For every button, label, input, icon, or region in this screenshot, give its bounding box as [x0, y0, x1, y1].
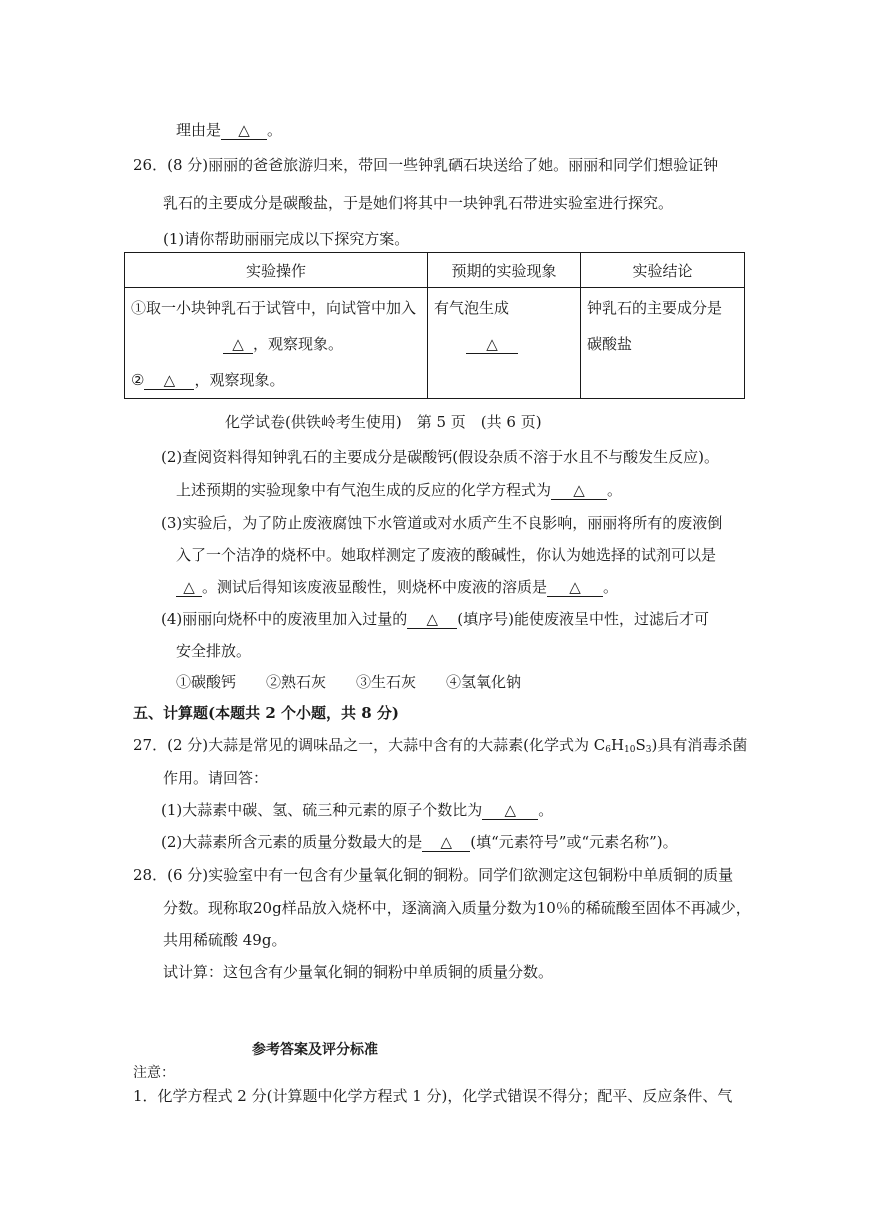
answer-blank: △ — [221, 121, 267, 140]
table-header: 实验结论 — [581, 253, 745, 288]
q28-line4: 试计算：这包含有少量氧化铜的铜粉中单质铜的质量分数。 — [163, 963, 554, 981]
table-cell-conclusion — [581, 288, 745, 399]
answer-blank: △ — [482, 801, 538, 820]
q26-sub4-suffix: (填序号)能使废液呈中性，过滤后才可 — [457, 610, 709, 628]
answer-blank: △ — [466, 335, 518, 354]
q27-sub1-prefix: (1)大蒜素中碳、氢、硫三种元素的原子个数比为 — [161, 801, 483, 819]
q26-sub4-line2: 安全排放。 — [176, 642, 252, 660]
answer-blank: △ — [223, 335, 253, 354]
q27-sub1-suffix: 。 — [538, 801, 554, 819]
answers-item1: 1．化学方程式 2 分(计算题中化学方程式 1 分)，化学式错误不得分；配平、反应条件、气 — [133, 1087, 733, 1105]
q26-options — [176, 672, 521, 692]
answer-blank: △ — [144, 371, 194, 390]
op-line2-suffix: ，观察现象。 — [253, 335, 344, 353]
concl-line1: 钟乳石的主要成分是 — [587, 299, 723, 317]
q28-line3: 共用稀硫酸 49g。 — [163, 931, 287, 949]
q26-sub3-line3 — [176, 577, 618, 597]
q26-sub3-line2: 入了一个洁净的烧杯中。她取样测定了废液的酸碱性，你认为她选择的试剂可以是 — [176, 546, 717, 564]
formula-element: S — [635, 736, 646, 754]
reason-line — [176, 120, 282, 140]
op-line1: ①取一小块钟乳石于试管中，向试管中加入 — [131, 299, 417, 317]
phen-line2 — [434, 326, 574, 362]
q26-sub3-line3-mid: 。测试后得知该废液显酸性，则烧杯中废液的溶质是 — [202, 578, 548, 596]
page-footer: 化学试卷(供铁岭考生使用) 第 5 页 (共 6 页) — [225, 413, 542, 431]
option-item: ③生石灰 — [356, 673, 417, 691]
q27-sub2-prefix: (2)大蒜素所含元素的质量分数最大的是 — [161, 833, 423, 851]
op-line2 — [131, 326, 421, 362]
reason-suffix: 。 — [267, 121, 283, 139]
q26-sub4-prefix: (4)丽丽向烧杯中的废液里加入过量的 — [161, 610, 408, 628]
q26-sub3-line1: (3)实验后，为了防止废液腐蚀下水管道或对水质产生不良影响，丽丽将所有的废液倒 — [161, 514, 723, 532]
q27-sub2 — [161, 832, 678, 852]
formula-subscript: 10 — [624, 745, 636, 755]
answers-note: 注意： — [133, 1065, 175, 1081]
answer-blank: △ — [407, 610, 457, 629]
q27-line1-prefix: 27．(2 分)大蒜是常见的调味品之一，大蒜中含有的大蒜素(化学式为 C — [133, 736, 606, 754]
q26-sub3-suffix: 。 — [603, 578, 619, 596]
section-title: 五、计算题(本题共 2 个小题，共 8 分) — [133, 704, 399, 722]
q26-sub1: (1)请你帮助丽丽完成以下探究方案。 — [163, 230, 410, 248]
option-item: ②熟石灰 — [266, 673, 327, 691]
q26-stem-line1: 26．(8 分)丽丽的爸爸旅游归来，带回一些钟乳硒石块送给了她。丽丽和同学们想验证钟 — [133, 156, 719, 174]
table-cell-operation — [125, 288, 428, 399]
answer-blank: △ — [547, 578, 603, 597]
q26-sub2-line2 — [176, 480, 622, 500]
answers-title: 参考答案及评分标准 — [252, 1042, 378, 1058]
table-header: 预期的实验现象 — [428, 253, 581, 288]
answer-blank: △ — [422, 833, 470, 852]
formula-element: H — [610, 736, 625, 754]
concl-line2: 碳酸盐 — [587, 335, 633, 353]
answer-blank: △ — [176, 578, 202, 597]
table-cell-phenomenon — [428, 288, 581, 399]
op-line3-prefix: ② — [131, 371, 145, 389]
q26-stem-line2: 乳石的主要成分是碳酸盐，于是她们将其中一块钟乳石带进实验室进行探究。 — [163, 194, 674, 212]
q27-line2: 作用。请回答： — [163, 769, 269, 787]
q28-line1: 28．(6 分)实验室中有一包含有少量氧化铜的铜粉。同学们欲测定这包铜粉中单质铜的质量 — [133, 866, 734, 884]
q27-sub1 — [161, 800, 553, 820]
q26-sub2-suffix: 。 — [607, 481, 623, 499]
table-header: 实验操作 — [125, 253, 428, 288]
phen-line1: 有气泡生成 — [434, 299, 510, 317]
q26-sub4-line1 — [161, 609, 709, 629]
experiment-table — [124, 252, 745, 399]
q26-sub2-line2-prefix: 上述预期的实验现象中有气泡生成的反应的化学方程式为 — [176, 481, 552, 499]
reason-prefix: 理由是 — [176, 121, 222, 139]
op-line3 — [131, 362, 421, 398]
formula-subscript: 3 — [645, 745, 652, 755]
q27-line1-suffix: )具有消毒杀菌 — [651, 736, 748, 754]
op-line3-suffix: ，观察现象。 — [194, 371, 285, 389]
q26-sub2-line1: (2)查阅资料得知钟乳石的主要成分是碳酸钙(假设杂质不溶于水且不与酸发生反应)。 — [161, 448, 719, 466]
option-item: ④氢氧化钠 — [446, 673, 522, 691]
answer-blank: △ — [551, 481, 607, 500]
q27-line1 — [133, 735, 747, 760]
option-item: ①碳酸钙 — [176, 673, 237, 691]
q27-sub2-suffix: (填“元素符号”或“元素名称”)。 — [470, 833, 678, 851]
formula-subscript: 6 — [605, 745, 611, 755]
q28-line2: 分数。现称取20g样品放入烧杯中，逐滴滴入质量分数为10％的稀硫酸至固体不再减少， — [163, 899, 751, 917]
